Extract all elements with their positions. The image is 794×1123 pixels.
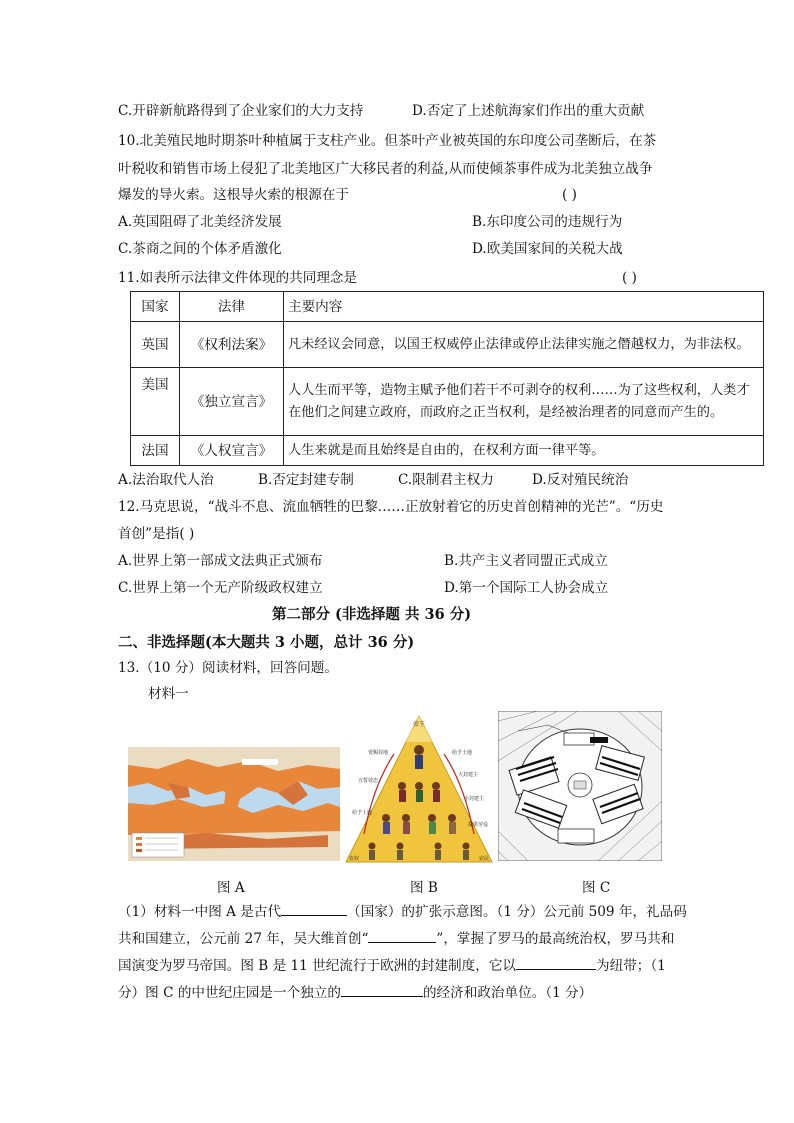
cell-content: 人生来就是而且始终是自由的，在权利方面一律平等。 (284, 436, 764, 466)
cell-country: 法国 (131, 436, 180, 466)
header-country: 国家 (131, 292, 180, 322)
q12-option-a: A.世界上第一部成文法典正式颁布 (118, 553, 323, 569)
q13-1-line1-part2: （国家）的扩张示意图。（1 分）公元前 509 年，礼品码 (347, 904, 687, 920)
q12-stem-line2: 首创”是指( ) (118, 526, 195, 542)
figure-b-label-r1: 给予土地 (451, 750, 473, 756)
table-row (131, 436, 764, 466)
q13-1-line4-part1: 分）图 C 的中世纪庄园是一个独立的 (118, 985, 341, 1001)
figure-a-map (128, 747, 340, 861)
q11-option-a: A.法治取代人治 (118, 472, 214, 488)
section-heading: 二、非选择题(本大题共 3 小题，总计 36 分) (118, 634, 415, 651)
q12-option-b: B.共产主义者同盟正式成立 (444, 553, 608, 569)
cell-country: 美国 (131, 368, 180, 436)
figure-b-label-r4: 提供劳役 (467, 822, 489, 828)
material-label: 材料一 (148, 686, 189, 702)
q13-1-line4-part2: 的经济和政治单位。（1 分） (422, 985, 593, 1001)
q10-stem-line3: 爆发的导火索。这根导火索的根源在于 (118, 187, 350, 203)
q13-1-line2 (118, 928, 674, 949)
q11-option-c: C.限制君主权力 (398, 472, 494, 488)
table-row (131, 322, 764, 368)
answer-blank-manor[interactable] (341, 982, 423, 997)
figure-b-label-r3: 小封建主 (463, 796, 485, 802)
answer-blank-country[interactable] (281, 901, 347, 916)
q13-1-line3 (118, 955, 666, 976)
figure-b-label-l2: 宣誓效忠 (357, 778, 379, 784)
q13-stem: 13.（10 分）阅读材料，回答问题。 (118, 660, 338, 676)
cell-content: 凡未经议会同意，以国王权威停止法律或停止法律实施之僭越权力，为非法权。 (284, 322, 764, 368)
table-header-row (131, 292, 764, 322)
figure-b-label-bottom-left: 农奴 (348, 856, 360, 862)
figure-c-manor-map (498, 711, 662, 861)
figure-b-label-top: 帝王 (412, 721, 426, 728)
cell-content-line2: 在他们之间建立政府，而政府之正当权利，是经被治理者的同意而产生的。 (288, 404, 724, 420)
q12-stem-line1: 12.马克思说，“战斗不息、流血牺牲的巴黎……正放射着它的历史首创精神的光芒”。“历史 (118, 499, 664, 515)
figure-b-label-bottom-right: 农民 (478, 856, 490, 862)
q11-option-b: B.否定封建专制 (258, 472, 354, 488)
q10-answer-paren: ( ) (562, 187, 577, 203)
q11-answer-paren: ( ) (622, 270, 637, 286)
cell-content (284, 368, 764, 436)
cell-country: 英国 (131, 322, 180, 368)
figure-b-label-l1: 赏赐封地 (367, 750, 389, 756)
q10-stem-line1: 10.北美殖民地时期茶叶种植属于支柱产业。但茶叶产业被英国的东印度公司垄断后，在茶 (118, 133, 657, 149)
q13-1-line4 (118, 982, 592, 1003)
figure-b-caption: 图 B (410, 880, 438, 896)
q13-1-line2-part1: 共和国建立，公元前 27 年，吴大维首创“ (118, 931, 369, 947)
q11-option-d: D.反对殖民统治 (532, 472, 629, 488)
q12-option-c: C.世界上第一个无产阶级政权建立 (118, 580, 323, 596)
q9-option-c: C.开辟新航路得到了企业家们的大力支持 (118, 103, 364, 119)
figure-b-label-r2: 大封建主 (457, 772, 479, 778)
part2-title: 第二部分 (非选择题 共 36 分) (272, 606, 472, 623)
figure-b-label-l3: 给予土地 (351, 810, 373, 816)
q13-1-line1-part1: （1）材料一中图 A 是古代 (118, 904, 282, 920)
answer-blank-title[interactable] (368, 928, 436, 943)
q11-stem: 11.如表所示法律文件体现的共同理念是 (118, 270, 358, 286)
answer-blank-bond[interactable] (516, 955, 596, 970)
cell-law: 《独立宣言》 (180, 368, 284, 436)
cell-content-line1: 人人生而平等，造物主赋予他们若干不可剥夺的权利……为了这些权利，人类才 (288, 382, 750, 398)
q13-1-line1 (118, 901, 687, 922)
header-content: 主要内容 (284, 292, 764, 322)
q12-option-d: D.第一个国际工人协会成立 (444, 580, 609, 596)
table-row (131, 368, 764, 436)
cell-law: 《人权宣言》 (180, 436, 284, 466)
figure-a-caption: 图 A (217, 880, 245, 896)
cell-law: 《权利法案》 (180, 322, 284, 368)
q13-1-line2-part2: ”，掌握了罗马的最高统治权，罗马共和 (436, 931, 675, 947)
q10-stem-line2: 叶税收和销售市场上侵犯了北美地区广大移民者的利益,从而使倾茶事件成为北美独立战争 (118, 161, 653, 177)
q13-1-line3-part1: 国演变为罗马帝国。图 B 是 11 世纪流行于欧洲的封建制度，它以 (118, 958, 517, 974)
q10-option-d: D.欧美国家间的关税大战 (472, 241, 623, 257)
q10-option-a: A.英国阻碍了北美经济发展 (118, 214, 282, 230)
figure-b-feudal-pyramid (344, 714, 494, 864)
q13-1-line3-part2: 为纽带；（1 (596, 958, 666, 974)
law-table (130, 291, 764, 466)
q10-option-b: B.东印度公司的违规行为 (472, 214, 623, 230)
q9-option-d: D.否定了上述航海家们作出的重大贡献 (412, 103, 645, 119)
figure-c-caption: 图 C (582, 880, 611, 896)
q10-option-c: C.茶商之间的个体矛盾激化 (118, 241, 282, 257)
header-law: 法律 (180, 292, 284, 322)
